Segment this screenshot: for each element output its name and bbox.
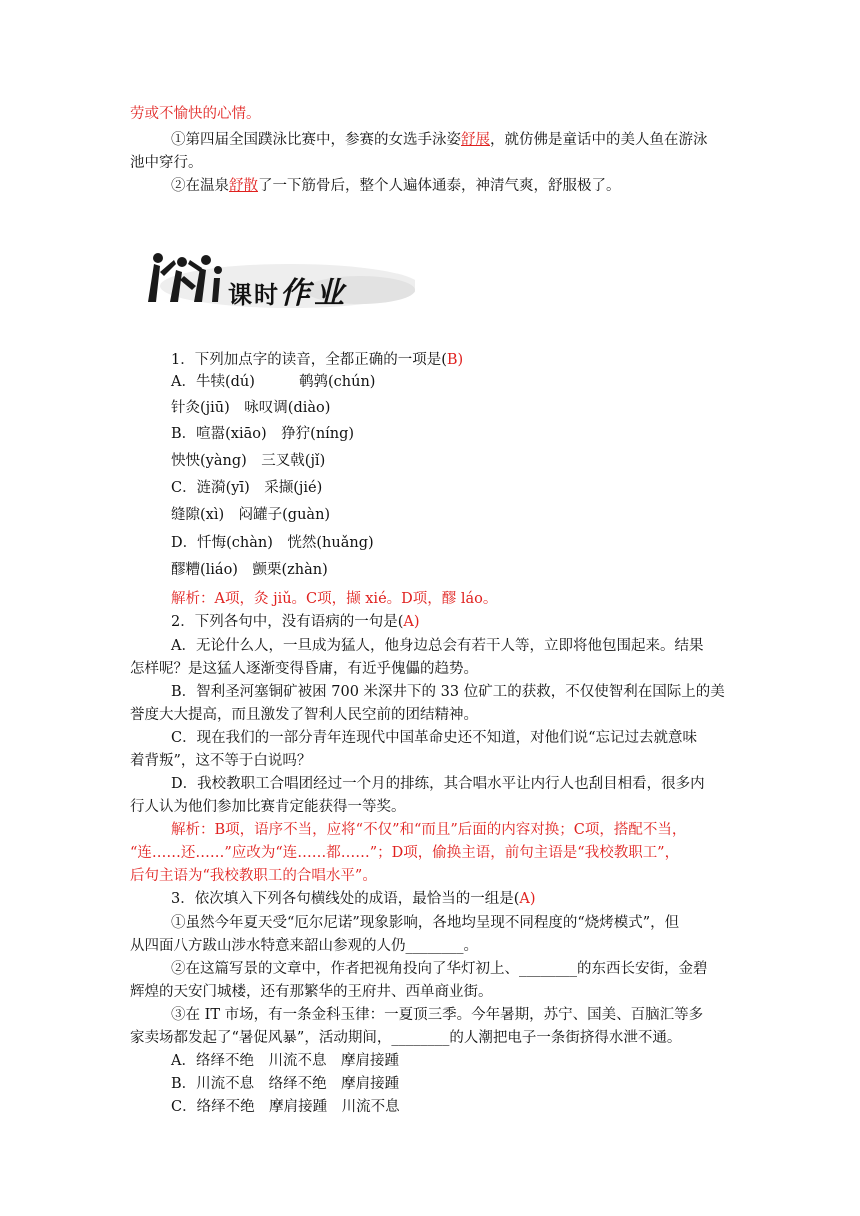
question-2-stem: 2．下列各句中，没有语病的一句是(A)	[171, 614, 420, 630]
q2-option-d-l1: D．我校教职工合唱团经过一个月的排练，其合唱水平让内行人也刮目相看，很多内	[171, 776, 705, 792]
q2-option-a-l2: 怎样呢？是这猛人逐渐变得昏庸，有近乎傀儡的趋势。	[130, 661, 478, 677]
q2-option-c-l2: 着背叛”，这不等于白说吗？	[130, 753, 312, 769]
q1-option-d-line2: 醪糟(liáo) 颤栗(zhàn)	[171, 562, 328, 578]
q1-option-d-line1: D．忏悔(chàn) 恍然(huǎng)	[171, 535, 374, 551]
question-3-answer: A	[519, 891, 530, 907]
q3-sentence-3-l1: ③在 IT 市场，有一条金科玉律：一夏顶三季。今年暑期，苏宁、国美、百脑汇等多	[171, 1007, 704, 1023]
q2-option-b-l1: B．智利圣河塞铜矿被困 700 米深井下的 33 位矿工的获救，不仅使智利在国际上的美	[171, 684, 725, 700]
q2-explanation-l1: 解析：B项，语序不当，应将“不仅”和“而且”后面的内容对换；C项，搭配不当，	[171, 822, 687, 838]
prev-text-tail: 劳或不愉快的心情。	[130, 106, 261, 122]
q2-option-a-l1: A．无论什么人，一旦成为猛人，他身边总会有若干人等，立即将他包围起来。结果	[171, 638, 704, 654]
q3-option-c: C．络绎不绝 摩肩接踵 川流不息	[171, 1099, 400, 1115]
question-2-answer: A	[403, 614, 414, 630]
example-sentence-2: ②在温泉舒散了一下筋骨后，整个人遍体通泰，神清气爽，舒服极了。	[171, 178, 621, 194]
example-sentence-1: ①第四届全国蹼泳比赛中，参赛的女选手泳姿舒展，就仿佛是童话中的美人鱼在游泳	[171, 132, 708, 148]
q1-option-a-line2: 针灸(jiū) 咏叹调(diào)	[171, 400, 331, 416]
keyword-shuzhan: 舒展	[461, 132, 490, 148]
q3-sentence-2-l2: 辉煌的天安门城楼，还有那繁华的王府井、西单商业街。	[130, 984, 493, 1000]
q1-option-c-line1: C．涟漪(yī) 采撷(jié)	[171, 480, 323, 496]
question-1-answer: B	[446, 352, 458, 368]
q1-option-b-line1: B．喧嚣(xiāo) 狰狞(níng)	[171, 426, 355, 442]
q1-option-a-line1: A．牛犊(dú)	[171, 374, 255, 390]
q1-option-b-line2: 怏怏(yàng) 三叉戟(jǐ)	[171, 453, 326, 469]
q2-explanation-l2: “连……还……”应改为“连……都……”；D项，偷换主语，前句主语是“我校教职工”，	[130, 845, 680, 861]
q3-option-b: B．川流不息 络绎不绝 摩肩接踵	[171, 1076, 400, 1092]
example-sentence-1-cont: 池中穿行。	[130, 155, 203, 171]
q3-option-a: A．络绎不绝 川流不息 摩肩接踵	[171, 1053, 399, 1069]
q3-sentence-1-l2: 从四面八方跋山涉水特意来韶山参观的人仍________。	[130, 938, 478, 954]
q2-option-c-l1: C．现在我们的一部分青年连现代中国革命史还不知道，对他们说“忘记过去就意味	[171, 730, 698, 746]
q2-option-b-l2: 誉度大大提高，而且激发了智利人民空前的团结精神。	[130, 707, 478, 723]
q3-sentence-3-l2: 家卖场都发起了“暑促风暴”，活动期间，________的人潮把电子一条街挤得水泄不通。	[130, 1030, 682, 1046]
q3-sentence-1-l1: ①虽然今年夏天受“厄尔尼诺”现象影响，各地均呈现不同程度的“烧烤模式”，但	[171, 915, 680, 931]
q1-option-c-line2: 缝隙(xì) 闷罐子(guàn)	[171, 507, 331, 523]
keyword-shusan: 舒散	[229, 178, 258, 194]
q1-explanation: 解析：A项，灸 jiǔ。C项，撷 xié。D项，醪 láo。	[171, 591, 498, 607]
question-1-stem: 1．下列加点字的读音，全都正确的一项是(B)	[171, 352, 464, 368]
q1-option-a-word2: 鹌鹑(chún)	[299, 374, 376, 390]
q3-sentence-2-l1: ②在这篇写景的文章中，作者把视角投向了华灯初上、________的东西长安街，金碧	[171, 961, 708, 977]
q2-explanation-l3: 后句主语为“我校教职工的合唱水平”。	[130, 868, 377, 884]
q2-option-d-l2: 行人认为他们参加比赛肯定能获得一等奖。	[130, 799, 406, 815]
question-3-stem: 3．依次填入下列各句横线处的成语，最恰当的一组是(A)	[171, 891, 536, 907]
homework-banner-title: 课时作业	[228, 276, 348, 311]
